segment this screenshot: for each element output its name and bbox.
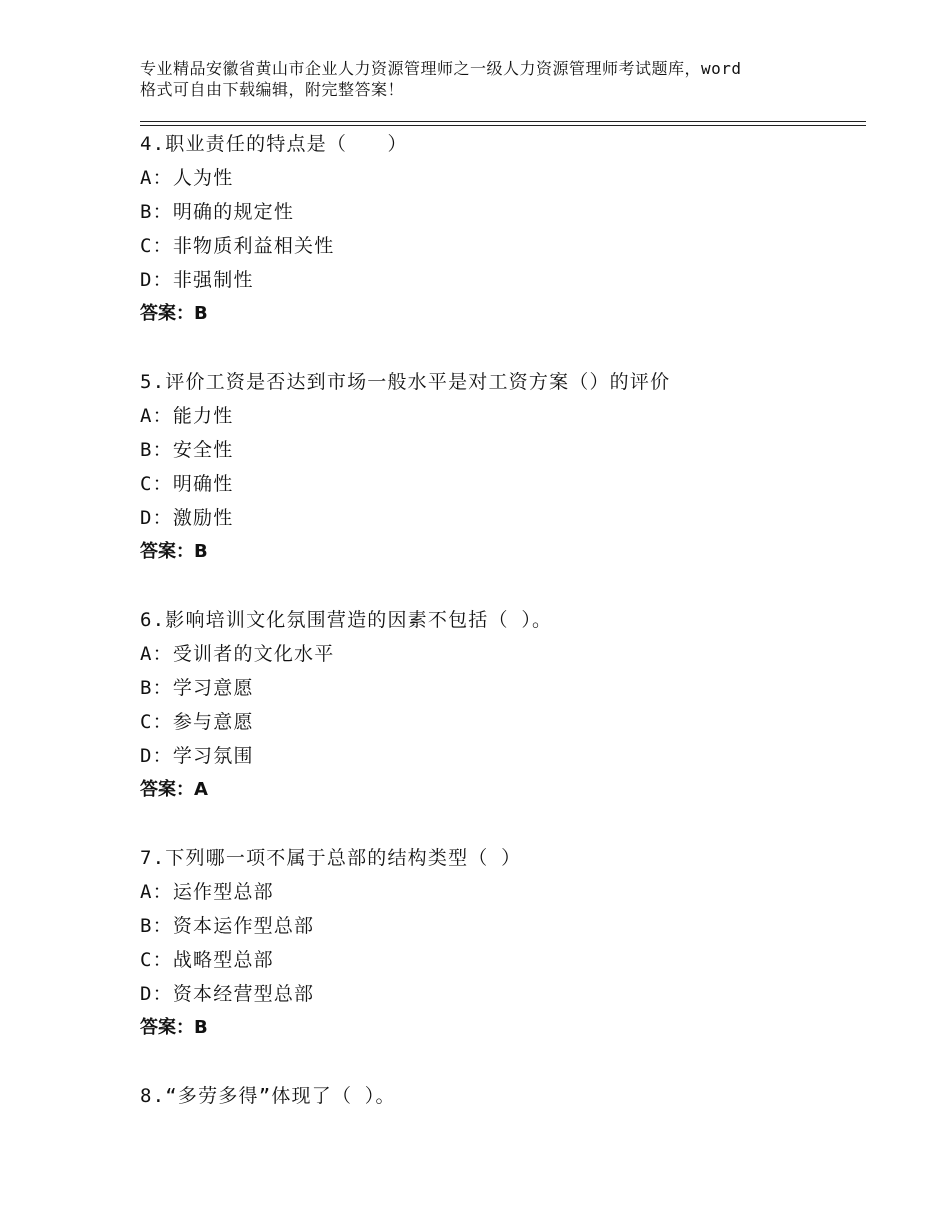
question-title: 5.评价工资是否达到市场一般水平是对工资方案（）的评价: [140, 371, 671, 393]
question-4: [140, 127, 860, 331]
header-divider-bottom: [140, 125, 866, 126]
option-a: A：受训者的文化水平: [140, 643, 335, 665]
option-c: C：参与意愿: [140, 711, 254, 733]
option-c: C：战略型总部: [140, 949, 274, 971]
option-d: D：学习氛围: [140, 745, 254, 767]
option-c: C：明确性: [140, 473, 234, 495]
document-header: [140, 58, 840, 100]
question-list: [140, 127, 860, 1147]
option-d: D：激励性: [140, 507, 234, 529]
option-b: B：明确的规定性: [140, 201, 295, 223]
question-8: [140, 1079, 860, 1113]
option-c: C：非物质利益相关性: [140, 235, 335, 257]
option-a: A：人为性: [140, 167, 234, 189]
answer-line: 答案：A: [140, 779, 208, 800]
question-6: [140, 603, 860, 807]
question-title: 7.下列哪一项不属于总部的结构类型（ ）: [140, 847, 522, 869]
option-a: A：能力性: [140, 405, 234, 427]
question-title: 6.影响培训文化氛围营造的因素不包括（ ）。: [140, 609, 553, 631]
answer-line: 答案：B: [140, 1017, 208, 1038]
option-b: B：学习意愿: [140, 677, 254, 699]
option-b: B：资本运作型总部: [140, 915, 315, 937]
option-b: B：安全性: [140, 439, 234, 461]
option-a: A：运作型总部: [140, 881, 274, 903]
option-d: D：资本经营型总部: [140, 983, 315, 1005]
header-line-1: 专业精品安徽省黄山市企业人力资源管理师之一级人力资源管理师考试题库，word: [140, 59, 742, 78]
answer-line: 答案：B: [140, 303, 208, 324]
option-d: D：非强制性: [140, 269, 254, 291]
question-7: [140, 841, 860, 1045]
question-title: 4.职业责任的特点是（ ）: [140, 133, 408, 155]
question-title: 8.“多劳多得”体现了（ ）。: [140, 1085, 396, 1107]
question-5: [140, 365, 860, 569]
answer-line: 答案：B: [140, 541, 208, 562]
header-line-2: 格式可自由下载编辑，附完整答案！: [140, 80, 405, 99]
header-divider-top: [140, 121, 866, 122]
